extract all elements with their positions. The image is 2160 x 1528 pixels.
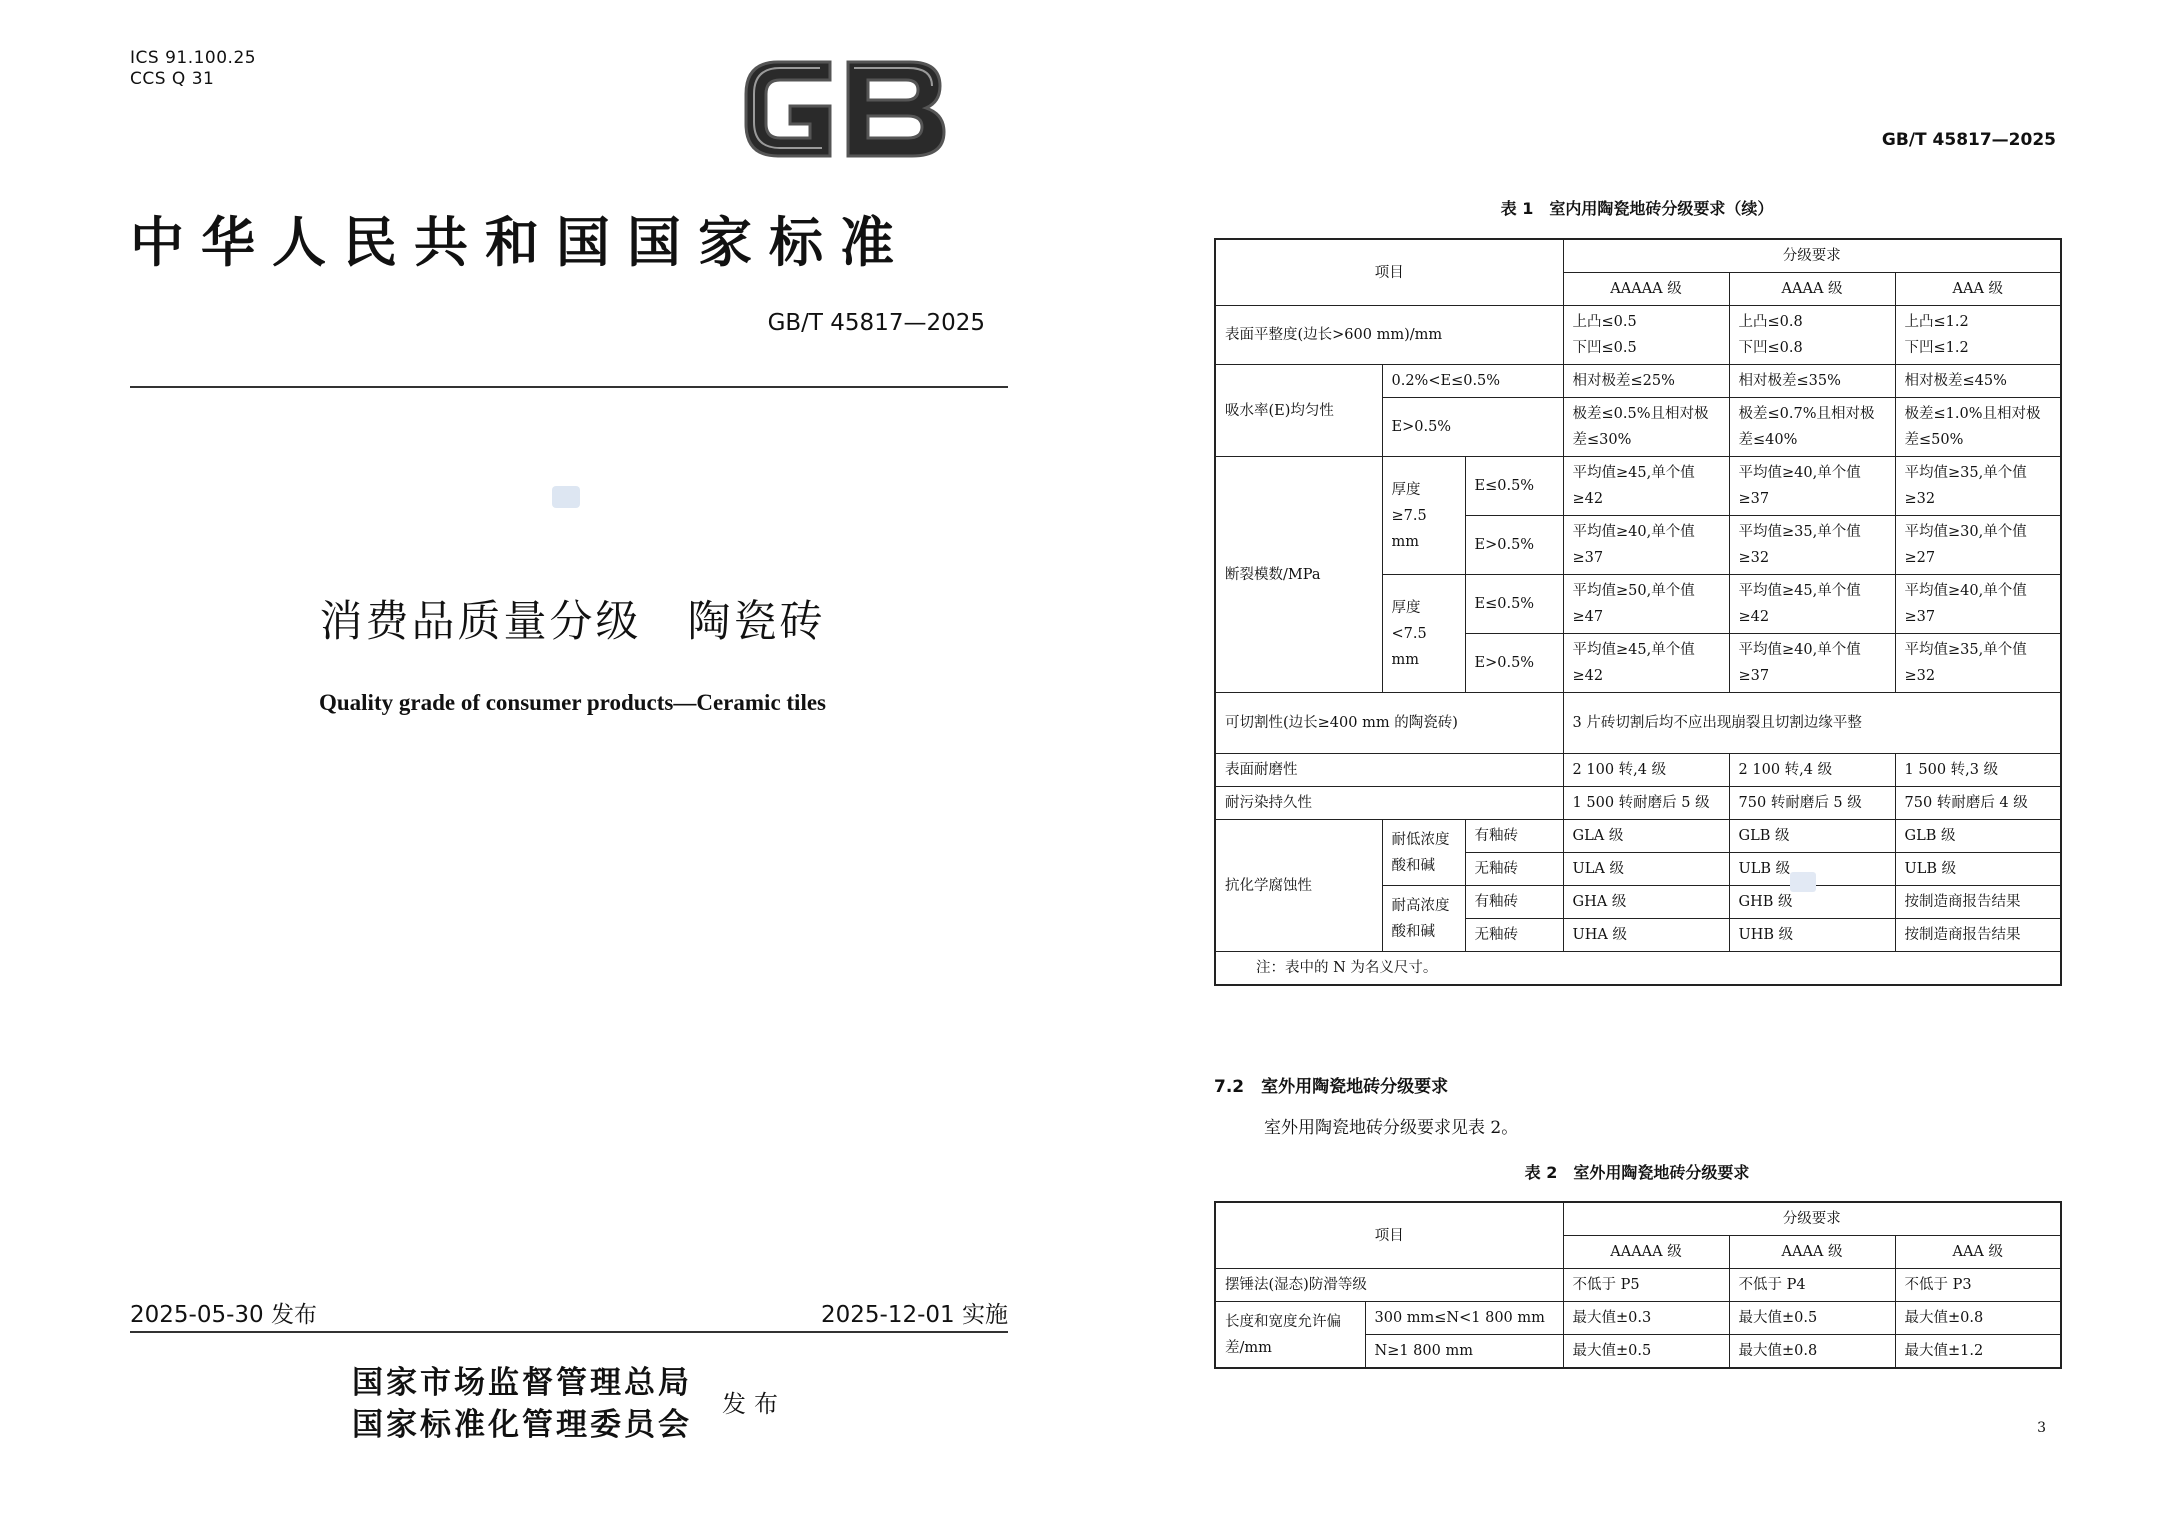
- title-chinese: 消费品质量分级 陶瓷砖: [319, 597, 826, 647]
- row-label-abrasion: 表面耐磨性: [1215, 754, 1563, 787]
- header-aaaaa: AAAAA 级: [1563, 1236, 1729, 1269]
- cell: 平均值≥40,单个值≥37: [1895, 575, 2061, 634]
- cell: 最大值±0.8: [1729, 1335, 1895, 1369]
- cell: 平均值≥40,单个值≥37: [1563, 516, 1729, 575]
- cell: UHB 级: [1729, 919, 1895, 952]
- watermark-mark: [552, 486, 580, 508]
- issuing-authorities: [352, 1362, 692, 1446]
- issue-label: 发布: [722, 1390, 786, 1418]
- cell: 平均值≥45,单个值≥42: [1563, 457, 1729, 516]
- header-aaaa: AAAA 级: [1729, 273, 1895, 306]
- cell: 相对极差≤25%: [1563, 365, 1729, 398]
- table-row: [1215, 1269, 2061, 1302]
- cell: 平均值≥50,单个值≥47: [1563, 575, 1729, 634]
- top-divider: [130, 386, 1008, 388]
- cell: 极差≤0.7%且相对极差≤40%: [1729, 398, 1895, 457]
- cell: 平均值≥30,单个值≥27: [1895, 516, 2061, 575]
- cell: [1563, 306, 1729, 365]
- condition: E>0.5%: [1465, 516, 1563, 575]
- table1-caption: 表 1 室内用陶瓷地砖分级要求（续）: [1500, 199, 1774, 218]
- chem-low-conc: 耐低浓度酸和碱: [1382, 820, 1465, 886]
- standard-code: GB/T 45817—2025: [767, 310, 985, 336]
- thickness-ge: 厚度≥7.5 mm: [1382, 457, 1465, 575]
- cell: GLA 级: [1563, 820, 1729, 853]
- cell-line: 下凹≤0.8: [1738, 340, 1803, 356]
- cell-line: 上凸≤0.8: [1738, 314, 1803, 330]
- cell: 平均值≥40,单个值≥37: [1729, 457, 1895, 516]
- cell: 平均值≥40,单个值≥37: [1729, 634, 1895, 693]
- title-english: Quality grade of consumer products—Ceramic tiles: [318, 690, 826, 715]
- cell: 相对极差≤35%: [1729, 365, 1895, 398]
- cell: 最大值±0.3: [1563, 1302, 1729, 1335]
- condition: 300 mm≤N<1 800 mm: [1365, 1302, 1563, 1335]
- table-row: [1215, 754, 2061, 787]
- issuer-samr: 国家市场监督管理总局: [352, 1365, 692, 1401]
- cell: 平均值≥35,单个值≥32: [1729, 516, 1895, 575]
- table1: [1214, 238, 2062, 986]
- publish-date: 2025-05-30 发布: [130, 1302, 317, 1328]
- content-page: [1080, 0, 2160, 1528]
- condition: E>0.5%: [1465, 634, 1563, 693]
- issuer-sac: 国家标准化管理委员会: [352, 1407, 692, 1443]
- table-row: [1215, 693, 2061, 754]
- condition: 0.2%<E≤0.5%: [1382, 365, 1563, 398]
- section-heading: 7.2 室外用陶瓷地砖分级要求: [1214, 1077, 1449, 1097]
- table2: [1214, 1201, 2062, 1369]
- cell: 极差≤0.5%且相对极差≤30%: [1563, 398, 1729, 457]
- cell: 按制造商报告结果: [1895, 886, 2061, 919]
- cell: 1 500 转耐磨后 5 级: [1563, 787, 1729, 820]
- cell: GHA 级: [1563, 886, 1729, 919]
- section-paragraph: 室外用陶瓷地砖分级要求见表 2。: [1264, 1118, 1519, 1138]
- cell: 平均值≥35,单个值≥32: [1895, 457, 2061, 516]
- watermark-mark: [1790, 872, 1816, 892]
- table-row: [1215, 365, 2061, 398]
- cell: 平均值≥45,单个值≥42: [1563, 634, 1729, 693]
- header-aaa: AAA 级: [1895, 1236, 2061, 1269]
- header-aaa: AAA 级: [1895, 273, 2061, 306]
- row-label-flatness: 表面平整度(边长>600 mm)/mm: [1215, 306, 1563, 365]
- cell-line: 上凸≤1.2: [1904, 314, 1969, 330]
- cell: 极差≤1.0%且相对极差≤50%: [1895, 398, 2061, 457]
- table-note: 注：表中的 N 为名义尺寸。: [1215, 952, 2061, 986]
- cell: UHA 级: [1563, 919, 1729, 952]
- table2-caption: 表 2 室外用陶瓷地砖分级要求: [1524, 1163, 1750, 1182]
- ics-code: ICS 91.100.25: [130, 48, 257, 68]
- header-item: 项目: [1215, 239, 1563, 306]
- row-label-cuttability: 可切割性(边长≥400 mm 的陶瓷砖): [1215, 693, 1563, 754]
- cell: 不低于 P4: [1729, 1269, 1895, 1302]
- cell: ULA 级: [1563, 853, 1729, 886]
- national-standard-title: 中华人民共和国国家标准: [130, 211, 911, 274]
- cell: 最大值±0.5: [1729, 1302, 1895, 1335]
- row-label-absorption: 吸水率(E)均匀性: [1215, 365, 1382, 457]
- cell: [1895, 306, 2061, 365]
- table-row: [1215, 239, 2061, 273]
- cell: 2 100 转,4 级: [1563, 754, 1729, 787]
- table-row: [1215, 1202, 2061, 1236]
- gb-logo: [738, 54, 952, 164]
- cell: ULB 级: [1729, 853, 1895, 886]
- cell: 最大值±0.5: [1563, 1335, 1729, 1369]
- table-row: [1215, 457, 2061, 516]
- page-header-code: GB/T 45817—2025: [1881, 130, 2056, 150]
- glaze-type: 无釉砖: [1465, 919, 1563, 952]
- cell: GLB 级: [1729, 820, 1895, 853]
- cell: 不低于 P3: [1895, 1269, 2061, 1302]
- cell: 1 500 转,3 级: [1895, 754, 2061, 787]
- cell: 750 转耐磨后 4 级: [1895, 787, 2061, 820]
- bottom-divider: [130, 1331, 1008, 1333]
- cell: [1729, 306, 1895, 365]
- cell: 按制造商报告结果: [1895, 919, 2061, 952]
- header-grade-req: 分级要求: [1563, 239, 2061, 273]
- cell: 平均值≥45,单个值≥42: [1729, 575, 1895, 634]
- page-number: 3: [2037, 1420, 2046, 1436]
- chem-high-conc: 耐高浓度酸和碱: [1382, 886, 1465, 952]
- row-label-chemical: 抗化学腐蚀性: [1215, 820, 1382, 952]
- glaze-type: 无釉砖: [1465, 853, 1563, 886]
- header-item: 项目: [1215, 1202, 1563, 1269]
- cell-line: 下凹≤1.2: [1904, 340, 1969, 356]
- cell: 750 转耐磨后 5 级: [1729, 787, 1895, 820]
- header-grade-req: 分级要求: [1563, 1202, 2061, 1236]
- header-aaaa: AAAA 级: [1729, 1236, 1895, 1269]
- cell: 平均值≥35,单个值≥32: [1895, 634, 2061, 693]
- cell: 最大值±0.8: [1895, 1302, 2061, 1335]
- cell-line: 下凹≤0.5: [1572, 340, 1637, 356]
- cell: 不低于 P5: [1563, 1269, 1729, 1302]
- glaze-type: 有釉砖: [1465, 820, 1563, 853]
- condition: E>0.5%: [1382, 398, 1563, 457]
- cell: 3 片砖切割后均不应出现崩裂且切割边缘平整: [1563, 693, 2061, 754]
- table-row: [1215, 306, 2061, 365]
- condition: N≥1 800 mm: [1365, 1335, 1563, 1369]
- cell: 最大值±1.2: [1895, 1335, 2061, 1369]
- condition: E≤0.5%: [1465, 575, 1563, 634]
- header-aaaaa: AAAAA 级: [1563, 273, 1729, 306]
- cell-line: 上凸≤0.5: [1572, 314, 1637, 330]
- row-label-stain: 耐污染持久性: [1215, 787, 1563, 820]
- table-row: [1215, 787, 2061, 820]
- cell: ULB 级: [1895, 853, 2061, 886]
- glaze-type: 有釉砖: [1465, 886, 1563, 919]
- condition: E≤0.5%: [1465, 457, 1563, 516]
- table-row: [1215, 820, 2061, 853]
- classification-codes: [130, 48, 256, 90]
- cell: 相对极差≤45%: [1895, 365, 2061, 398]
- row-label-pendulum: 摆锤法(湿态)防滑等级: [1215, 1269, 1563, 1302]
- thickness-lt: 厚度<7.5 mm: [1382, 575, 1465, 693]
- table-row: [1215, 952, 2061, 986]
- cell: 2 100 转,4 级: [1729, 754, 1895, 787]
- table-row: [1215, 1302, 2061, 1335]
- row-label-rupture: 断裂模数/MPa: [1215, 457, 1382, 693]
- ccs-code: CCS Q 31: [130, 69, 215, 89]
- cell: GLB 级: [1895, 820, 2061, 853]
- row-label-deviation: 长度和宽度允许偏差/mm: [1215, 1302, 1365, 1369]
- implement-date: 2025-12-01 实施: [821, 1302, 1008, 1328]
- cell: GHB 级: [1729, 886, 1895, 919]
